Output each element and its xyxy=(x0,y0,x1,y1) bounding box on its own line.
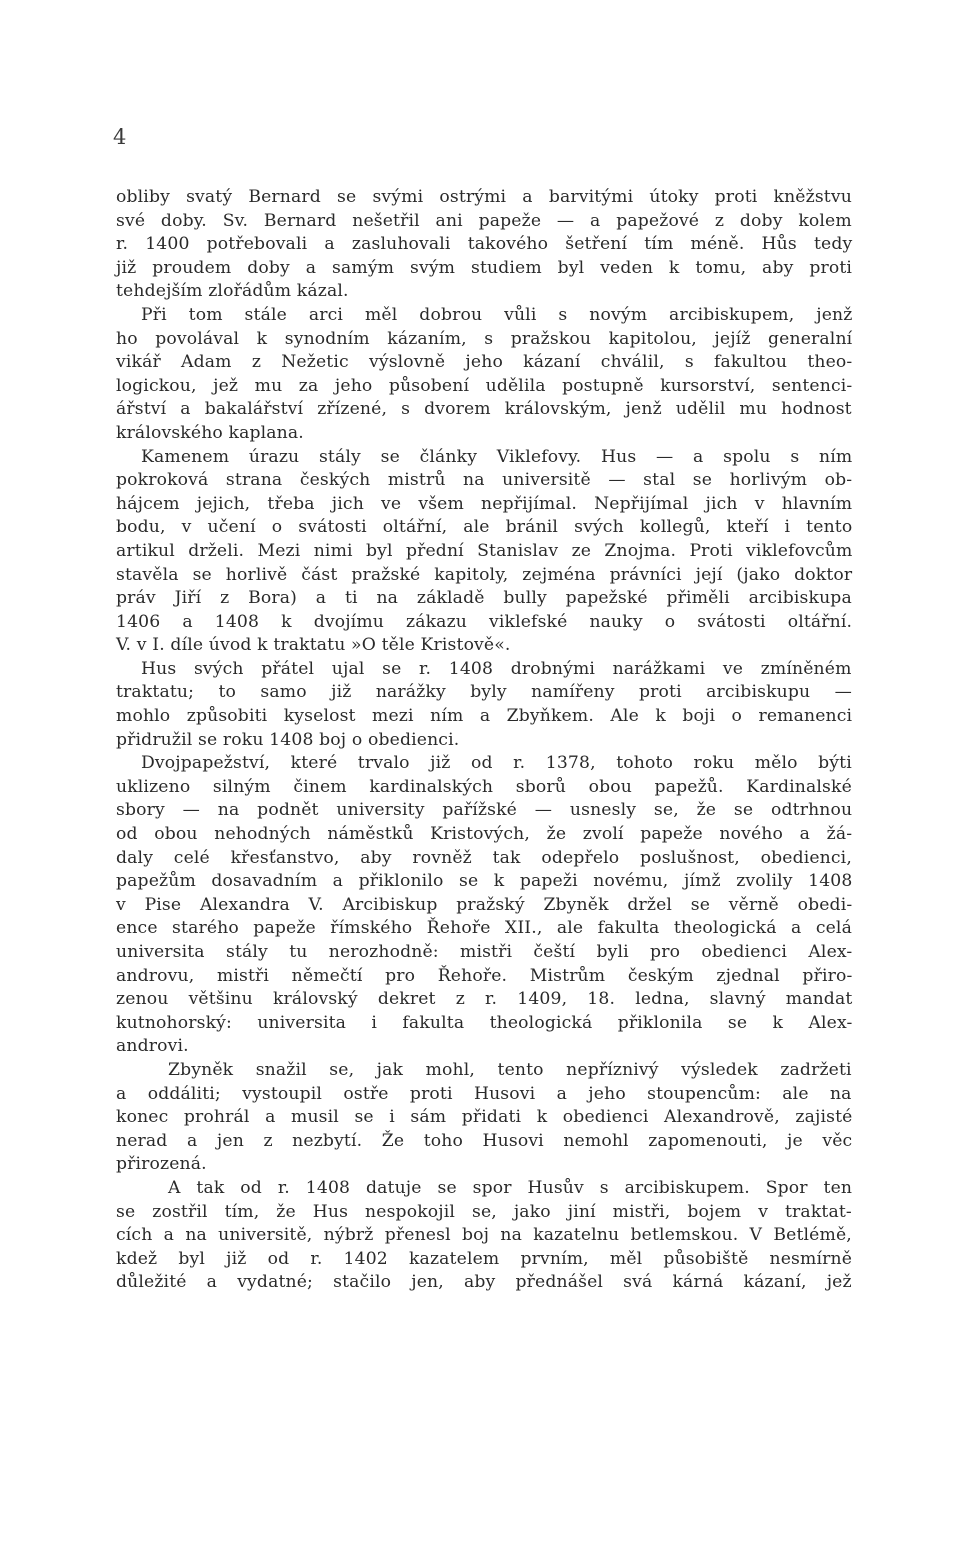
text-line: ho povolával k synodním kázaním, s pražskou kapitolou, jejíž generalní xyxy=(116,328,853,349)
text-line: daly celé křesťanstvo, aby rovněž tak odepřelo poslušnost, obedienci, xyxy=(116,847,852,868)
text-line: v Pise Alexandra V. Arcibiskup pražský Zbyněk držel se věrně obedi- xyxy=(116,894,853,915)
text-line: A tak od r. 1408 datuje se spor Husův s arcibiskupem. Spor ten xyxy=(168,1177,853,1198)
text-line: logickou, jež mu za jeho působení udělila postupně kursorství, sentenci- xyxy=(116,375,853,396)
text-line: pokroková strana českých mistrů na universitě — stal se horlivým ob- xyxy=(116,470,853,491)
text-line: kutnohorský: universita i fakulta theologická přiklonila se k Alex- xyxy=(116,1012,853,1033)
text-line: Zbyněk snažil se, jak mohl, tento nepříznivý výsledek zadržeti xyxy=(168,1059,852,1080)
text-line: mohlo způsobiti kyselost mezi ním a Zbyňkem. Ale k boji o remanenci xyxy=(116,706,853,727)
body-text xyxy=(116,186,852,1295)
text-line: ence starého papeže římského Řehoře XII., ale fakulta theologická a celá xyxy=(116,918,852,939)
text-line: traktatu; to samo již narážky byly namířeny proti arcibiskupu — xyxy=(116,682,852,703)
text-line: nerad a jen z nezbytí. Že toho Husovi nemohl zapomenouti, je věc xyxy=(116,1130,853,1151)
text-line: důležité a vydatné; stačilo jen, aby přednášel svá kárná kázaní, jež xyxy=(116,1272,852,1293)
text-line: se zostřil tím, že Hus nespokojil se, jako jiní mistři, bojem v traktat- xyxy=(116,1201,852,1222)
text-line: obliby svatý Bernard se svými ostrými a barvitými útoky proti kněžstvu xyxy=(116,187,852,207)
text-line: hájcem jejich, třeba jich ve všem nepřijímal. Nepřijímal jich v hlavním xyxy=(116,493,853,514)
text-line: kdež byl již od r. 1402 kazatelem prvním, měl působiště nesmírně xyxy=(116,1248,853,1269)
text-line: stavěla se horlivě část pražské kapitoly, zejména právníci její (jako doktor xyxy=(116,564,853,585)
text-line: 1406 a 1408 k dvojímu zákazu viklefské nauky o svátosti oltářní. xyxy=(116,611,853,632)
text-line: universita stály tu nerozhodně: mistři čeští byli pro obedienci Alex- xyxy=(116,942,853,962)
text-line: V. v I. díle úvod k traktatu »O těle Kristově«. xyxy=(116,635,511,656)
text-line: sbory — na podnět university pařížské — usnesly se, že se odtrhnou xyxy=(116,800,853,821)
text-line: r. 1400 potřebovali a zasluhovali takového šetření tím méně. Hůs tedy xyxy=(116,234,853,255)
text-line: již proudem doby a samým svým studiem byl veden k tomu, aby proti xyxy=(116,257,853,278)
text-line: bodu, v učení o svátosti oltářní, ale bránil svých kollegů, kteří i tento xyxy=(116,517,853,538)
text-line: Hus svých přátel ujal se r. 1408 drobnými narážkami ve zmíněném xyxy=(141,658,852,679)
text-line: uklizeno silným činem kardinalských sborů obou papežů. Kardinalské xyxy=(116,776,852,797)
text-line: Při tom stále arci měl dobrou vůli s novým arcibiskupem, jenž xyxy=(141,304,853,325)
text-line: a oddáliti; vystoupil ostře proti Husovi a jeho stoupencům: ale na xyxy=(116,1083,852,1104)
text-line: zenou většinu královský dekret z r. 1409, 18. ledna, slavný mandat xyxy=(116,989,853,1010)
text-line: přirozená. xyxy=(116,1154,207,1175)
text-line: artikul drželi. Mezi nimi byl přední Stanislav ze Znojma. Proti viklefovcům xyxy=(116,540,853,561)
text-line: přidružil se roku 1408 boj o obedienci. xyxy=(116,729,460,750)
text-line: královského kaplana. xyxy=(116,422,304,443)
text-line: ářství a bakalářství zřízené, s dvorem královským, jenž udělil mu hodnost xyxy=(116,399,852,420)
text-line: Dvojpapežství, které trvalo již od r. 1378, tohoto roku mělo býti xyxy=(141,753,852,774)
page-number: 4 xyxy=(113,125,127,149)
text-line: papežům dosavadním a přiklonilo se k papeži novému, jímž zvolily 1408 xyxy=(116,871,853,892)
text-line: konec prohrál a musil se i sám přidati k obedienci Alexandrově, zajisté xyxy=(116,1107,853,1128)
text-line: své doby. Sv. Bernard nešetřil ani papeže — a papežové z doby kolem xyxy=(116,210,852,231)
text-line: práv Jiří z Bora) a ti na základě bully papežské přiměli arcibiskupa xyxy=(116,588,852,609)
text-line: tehdejším zlořádům kázal. xyxy=(116,281,349,302)
text-line: cích a na universitě, nýbrž přenesl boj na kazatelnu betlemskou. V Betlémě, xyxy=(116,1225,852,1246)
text-line: vikář Adam z Nežetic výslovně jeho kázaní chválil, s fakultou theo- xyxy=(116,352,853,373)
text-line: Kamenem úrazu stály se články Viklefovy. Hus — a spolu s ním xyxy=(141,446,853,467)
text-line: androvi. xyxy=(116,1036,189,1057)
text-line: androvu, mistři němečtí pro Řehoře. Mistrům českým zjednal přiro- xyxy=(116,965,853,986)
text-line: od obou nehodných náměstků Kristových, že zvolí papeže nového a žá- xyxy=(116,824,853,845)
